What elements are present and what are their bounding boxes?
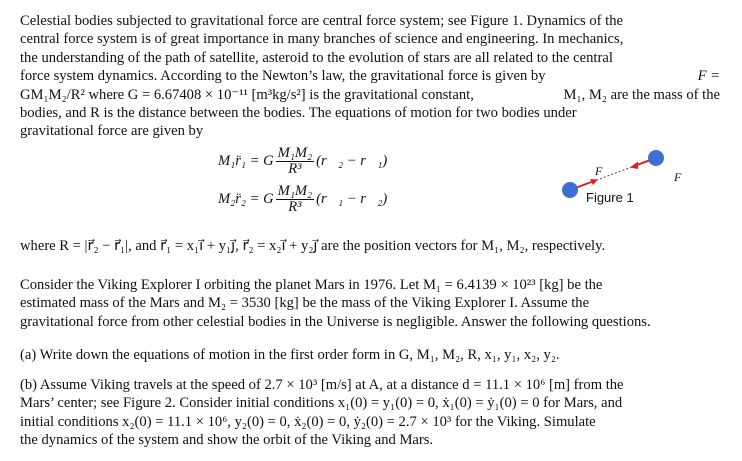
equation-2 (218, 184, 387, 215)
intro-line: the understanding of the path of satellite, asteroid to the evolution of stars are all related to the central (20, 49, 613, 66)
eq1-fraction (276, 146, 314, 177)
intro-line-text: M₁, M₂ are the mass of the (563, 86, 720, 103)
intro-line: bodies, and R is the distance between the bodies. The equations of motion for two bodies under (20, 105, 577, 122)
consider-line: estimated mass of the Mars and M₂ = 3530 [kg] be the mass of the Viking Explorer I. Assume the (20, 295, 590, 312)
body-2 (648, 150, 664, 166)
question-b-line: Mars’ center; see Figure 2. Consider initial conditions x₁(0) = y₁(0) = 0, ẋ₁(0) = ẏ₁(0) = 0 for Mars, and (20, 395, 623, 412)
eq2-rhs: (r⃗₁ − r⃗₂) (316, 190, 388, 207)
eq2-numerator: M₁M₂ (277, 183, 313, 199)
eq1-rhs: (r⃗₂ − r⃗₁) (316, 152, 388, 169)
where-line: where R = |r⃗₂ − r⃗₁|, and r⃗₁ = x₁ı⃗ + y₁ȷ⃗, r⃗₂ = x₂ı⃗ + y₂ȷ⃗ are the position vectors for M₁, M₂, respectively. (20, 238, 606, 254)
force-label-2: F (674, 170, 682, 184)
intro-line (20, 67, 720, 85)
eq1-denominator: R³ (288, 161, 302, 177)
eq2-denominator: R³ (288, 199, 302, 215)
intro-line-text: force system dynamics. According to the Newton’s law, the gravitational force is given by (20, 68, 546, 85)
eq2-lhs: M₂r̈₂ = G (218, 190, 274, 207)
intro-line: central force system is of great importance in many branches of science and engineering. In mechanics, (20, 31, 624, 48)
intro-paragraph (20, 12, 720, 141)
force-symbol: F = (697, 68, 720, 85)
intro-line-text: GM₁M₂/R² where G = 6.67408 × 10⁻¹¹ [m³kg/s²] is the gravitational constant, (20, 86, 474, 103)
question-b-line: (b) Assume Viking travels at the speed of 2.7 × 10³ [m/s] at A, at a distance d = 11.1 × 10⁶ [m] from the (20, 377, 624, 393)
body-1 (562, 182, 578, 198)
force-label-1: F (595, 164, 603, 178)
eq2-fraction (276, 184, 314, 215)
force-arrowhead-2 (630, 162, 638, 170)
consider-line: gravitational force from other celestial bodies in the Universe is negligible. Answer the following questions. (20, 313, 651, 330)
intro-line: gravitational force are given by (20, 123, 204, 140)
consider-line: Consider the Viking Explorer I orbiting the planet Mars in 1976. Let M₁ = 6.4139 × 10²³ [kg] be the (20, 277, 603, 293)
equation-1 (218, 146, 387, 177)
eq1-lhs: M₁r̈₁ = G (218, 152, 274, 169)
question-b (20, 376, 720, 450)
eq1-numerator: M₁M₂ (277, 145, 313, 161)
figure-1-diagram (560, 142, 720, 212)
question-b-line: initial conditions x₂(0) = 11.1 × 10⁶, y₂(0) = 0, ẋ₂(0) = 0, ẏ₂(0) = 2.7 × 10³ for the Viking. Simulate (20, 413, 596, 430)
figure-caption: Figure 1 (586, 190, 634, 205)
question-b-line: the dynamics of the system and show the orbit of the Viking and Mars. (20, 432, 434, 449)
question-a: (a) Write down the equations of motion in the first order form in G, M₁, M₂, R, x₁, y₁, x₂, y₂. (20, 347, 560, 363)
intro-line (20, 86, 720, 104)
consider-paragraph (20, 276, 720, 331)
intro-line: Celestial bodies subjected to gravitational force are central force system; see Figure 1. Dynamics of the (20, 13, 623, 29)
